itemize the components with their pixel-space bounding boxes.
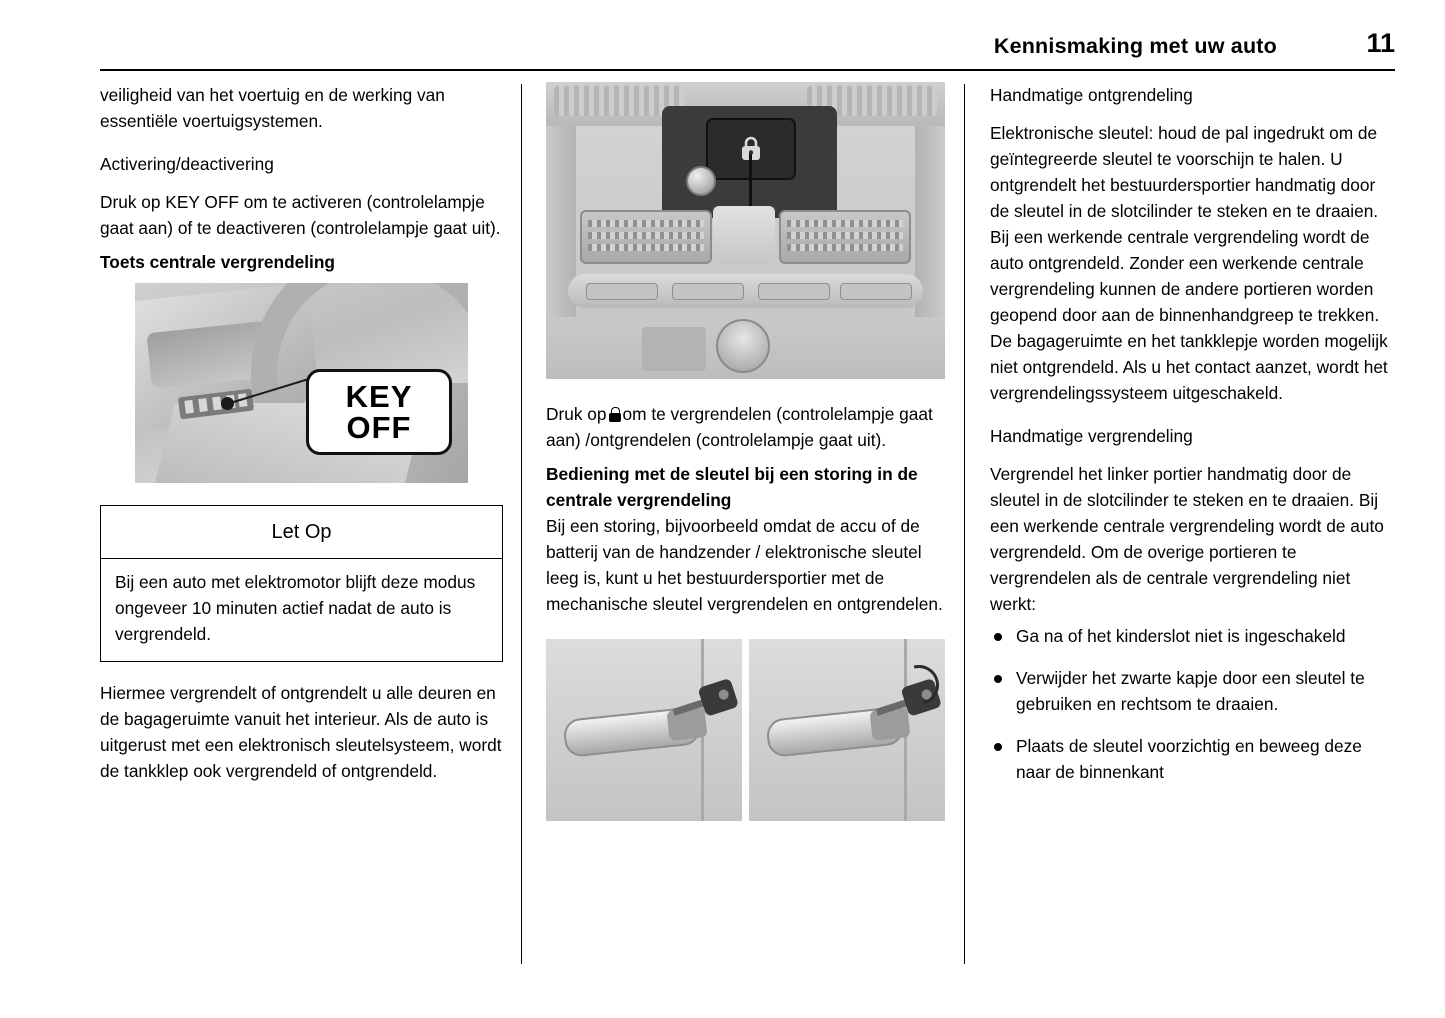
intro-paragraph: veiligheid van het voertuig en de werking van essentiële voertuigsystemen. (100, 85, 445, 131)
gear-selector (716, 319, 770, 373)
rotary-knob[interactable] (686, 166, 716, 196)
manual-lock-steps (990, 623, 1395, 785)
heading-key-operation: Bediening met de sleutel bij een storing in de centrale vergrendeling (546, 464, 918, 510)
pointer-arrow (749, 154, 752, 212)
lock-icon-inline (609, 407, 621, 422)
door-handle-figure-left (546, 639, 742, 821)
key-operation-paragraph: Bij een storing, bijvoorbeeld omdat de accu of de batterij van de handzender / elektronische sleutel leeg is, kunt u het bestuurdersportier met de mechanische sleutel vergrendelen en ontgrendelen. (546, 516, 943, 614)
figure-center-console-lock (546, 82, 945, 379)
page-header (100, 20, 1395, 68)
door-handle-figure-right (749, 639, 945, 821)
air-vent-left (580, 210, 712, 264)
heading-manual-unlock: Handmatige ontgrendeling (990, 85, 1193, 105)
center-button-pad (713, 206, 775, 264)
column-three (990, 82, 1395, 801)
callout-dot (221, 397, 234, 410)
column-divider-1 (521, 84, 522, 964)
column-divider-2 (964, 84, 965, 964)
figure-key-off-dashboard (135, 283, 468, 483)
press-text-after: om te vergrendelen (controlelampje gaat aan) /ontgrendelen (controlelampje gaat uit). (546, 404, 933, 450)
heading-activation: Activering/deactivering (100, 154, 274, 174)
note-box (100, 505, 503, 662)
lower-console (546, 317, 945, 379)
column-two (546, 82, 945, 821)
manual-unlock-paragraph: Elektronische sleutel: houd de pal ingedrukt om de geïntegreerde sleutel te voorschijn te halen. U ontgrendelt het bestuurdersportier handmatig door de sleutel in de slotcilinder te steken en te draaien. Bij een werkende centrale vergrendeling wordt de auto ontgrendeld. Zonder een werkende centrale vergrendeling kunnen de andere portieren worden geopend door aan de binnenhandgreep te trekken. De bagageruimte en het tankklepje worden mogelijk niet ontgrendeld. Als u het contact aanzet, wordt het vergrendelingssysteem uitgeschakeld. (990, 123, 1388, 403)
heading-central-lock-button: Toets centrale vergrendeling (100, 252, 335, 272)
key-off-label-line2: OFF (346, 410, 412, 445)
press-lock-paragraph (546, 401, 945, 453)
header-divider (100, 69, 1395, 71)
key-off-label-line1: KEY (345, 379, 413, 414)
control-strip (568, 274, 923, 308)
page-title: Kennismaking met uw auto (993, 34, 1277, 58)
heading-manual-lock: Handmatige vergrendeling (990, 426, 1193, 446)
closing-paragraph: Hiermee vergrendelt of ontgrendelt u alle deuren en de bagageruimte vanuit het interieur. Als de auto is uitgerust met een elektronisch sleutelsysteem, wordt de tankklep ook vergrendeld of ontgrendeld. (100, 683, 502, 781)
figure-door-handles (546, 639, 945, 821)
storage-slot (642, 327, 706, 371)
press-text-before: Druk op (546, 404, 607, 424)
page-number: 11 (1366, 28, 1395, 58)
list-item: Ga na of het kinderslot niet is ingeschakeld (990, 623, 1395, 649)
list-item: Verwijder het zwarte kapje door een sleutel te gebruiken en rechtsom te draaien. (990, 665, 1395, 717)
manual-lock-paragraph: Vergrendel het linker portier handmatig door de sleutel in de slotcilinder te steken en te draaien. Bij een werkende centrale vergrendeling wordt de auto vergrendeld. Om de overige portieren te vergrendelen als de centrale vergrendeling niet werkt: (990, 464, 1384, 614)
activation-paragraph: Druk op KEY OFF om te activeren (controlelampje gaat aan) of te deactiveren (controlelampje gaat uit). (100, 192, 501, 238)
key-off-callout (306, 369, 452, 455)
list-item: Plaats de sleutel voorzichtig en beweeg deze naar de binnenkant (990, 733, 1395, 785)
note-title: Let Op (101, 506, 502, 559)
air-vent-right (779, 210, 911, 264)
note-body: Bij een auto met elektromotor blijft deze modus ongeveer 10 minuten actief nadat de auto is vergrendeld. (115, 572, 476, 644)
column-one (100, 82, 503, 801)
